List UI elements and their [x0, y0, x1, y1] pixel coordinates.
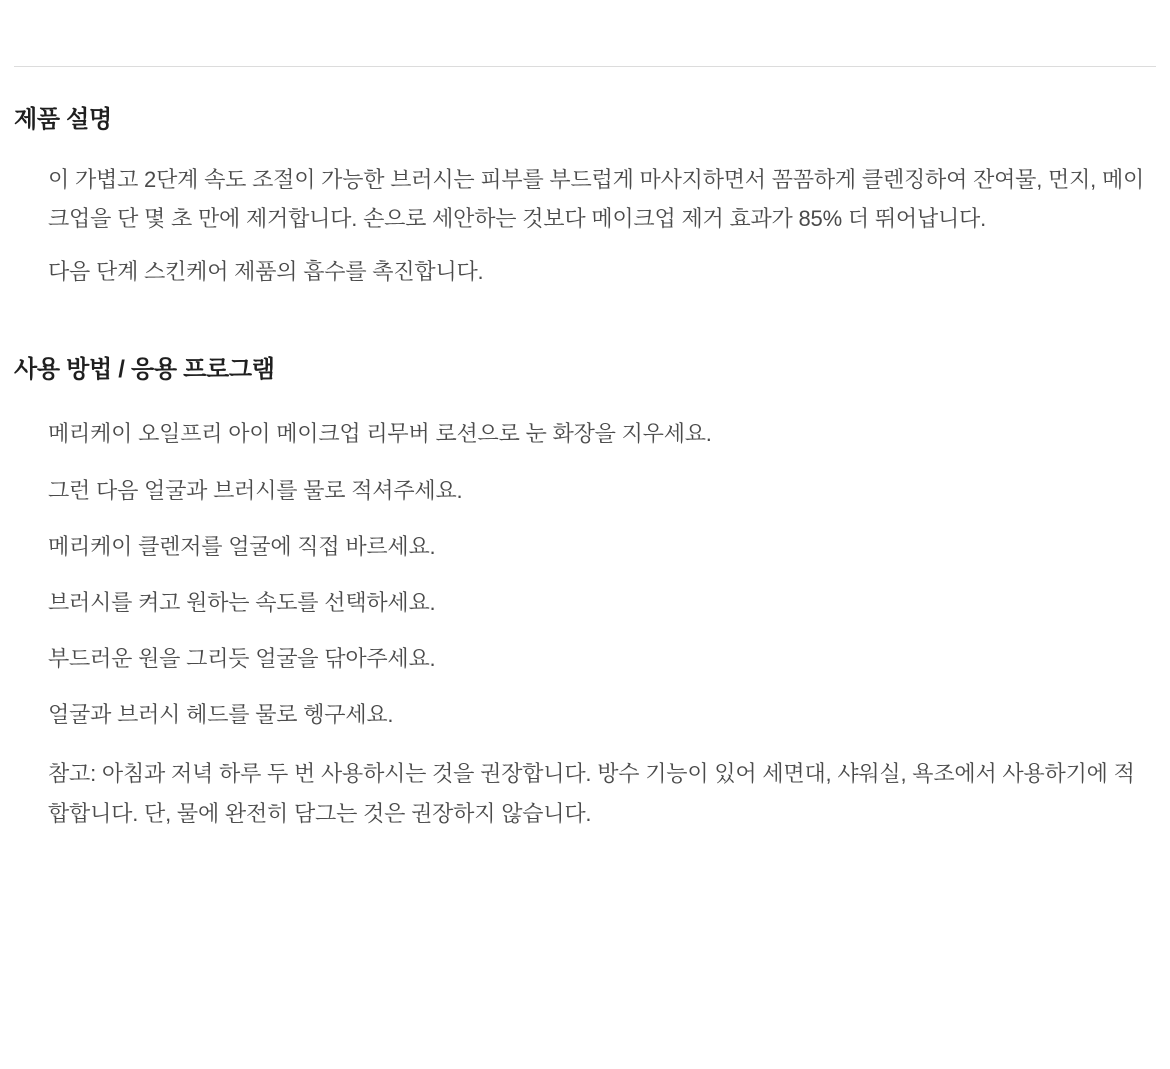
list-item: 메리케이 클렌저를 얼굴에 직접 바르세요.	[48, 533, 436, 559]
how-to-use-heading: 사용 방법 / 응용 프로그램	[14, 356, 275, 384]
list-item: 얼굴과 브러시 헤드를 물로 헹구세요.	[48, 702, 394, 728]
list-item: 그런 다음 얼굴과 브러시를 물로 적셔주세요.	[48, 477, 463, 503]
product-description-page	[0, 66, 1170, 1069]
usage-note: 참고: 아침과 저녁 하루 두 번 사용하시는 것을 권장합니다. 방수 기능이 있어 세면대, 샤워실, 욕조에서 사용하기에 적합합니다. 단, 물에 완전히 담그는 것은 권장하지 않습니다.	[48, 761, 1135, 826]
how-to-use-steps	[14, 384, 1156, 832]
product-description-paragraph: 다음 단계 스킨케어 제품의 흡수를 촉진합니다.	[48, 259, 484, 285]
list-item: 브러시를 켜고 원하는 속도를 선택하세요.	[48, 589, 436, 615]
product-description-heading: 제품 설명	[14, 106, 112, 133]
list-item: 부드러운 원을 그리듯 얼굴을 닦아주세요.	[48, 646, 436, 672]
product-description-paragraph: 이 가볍고 2단계 속도 조절이 가능한 브러시는 피부를 부드럽게 마사지하면서 꼼꼼하게 클렌징하여 잔여물, 먼지, 메이크업을 단 몇 초 만에 제거합니다. 손으로 세안하는 것보다 메이크업 제거 효과가 85% 더 뛰어납니다.	[48, 167, 1145, 232]
list-item: 메리케이 오일프리 아이 메이크업 리무버 로션으로 눈 화장을 지우세요.	[48, 421, 712, 447]
product-description-body	[14, 134, 1156, 291]
